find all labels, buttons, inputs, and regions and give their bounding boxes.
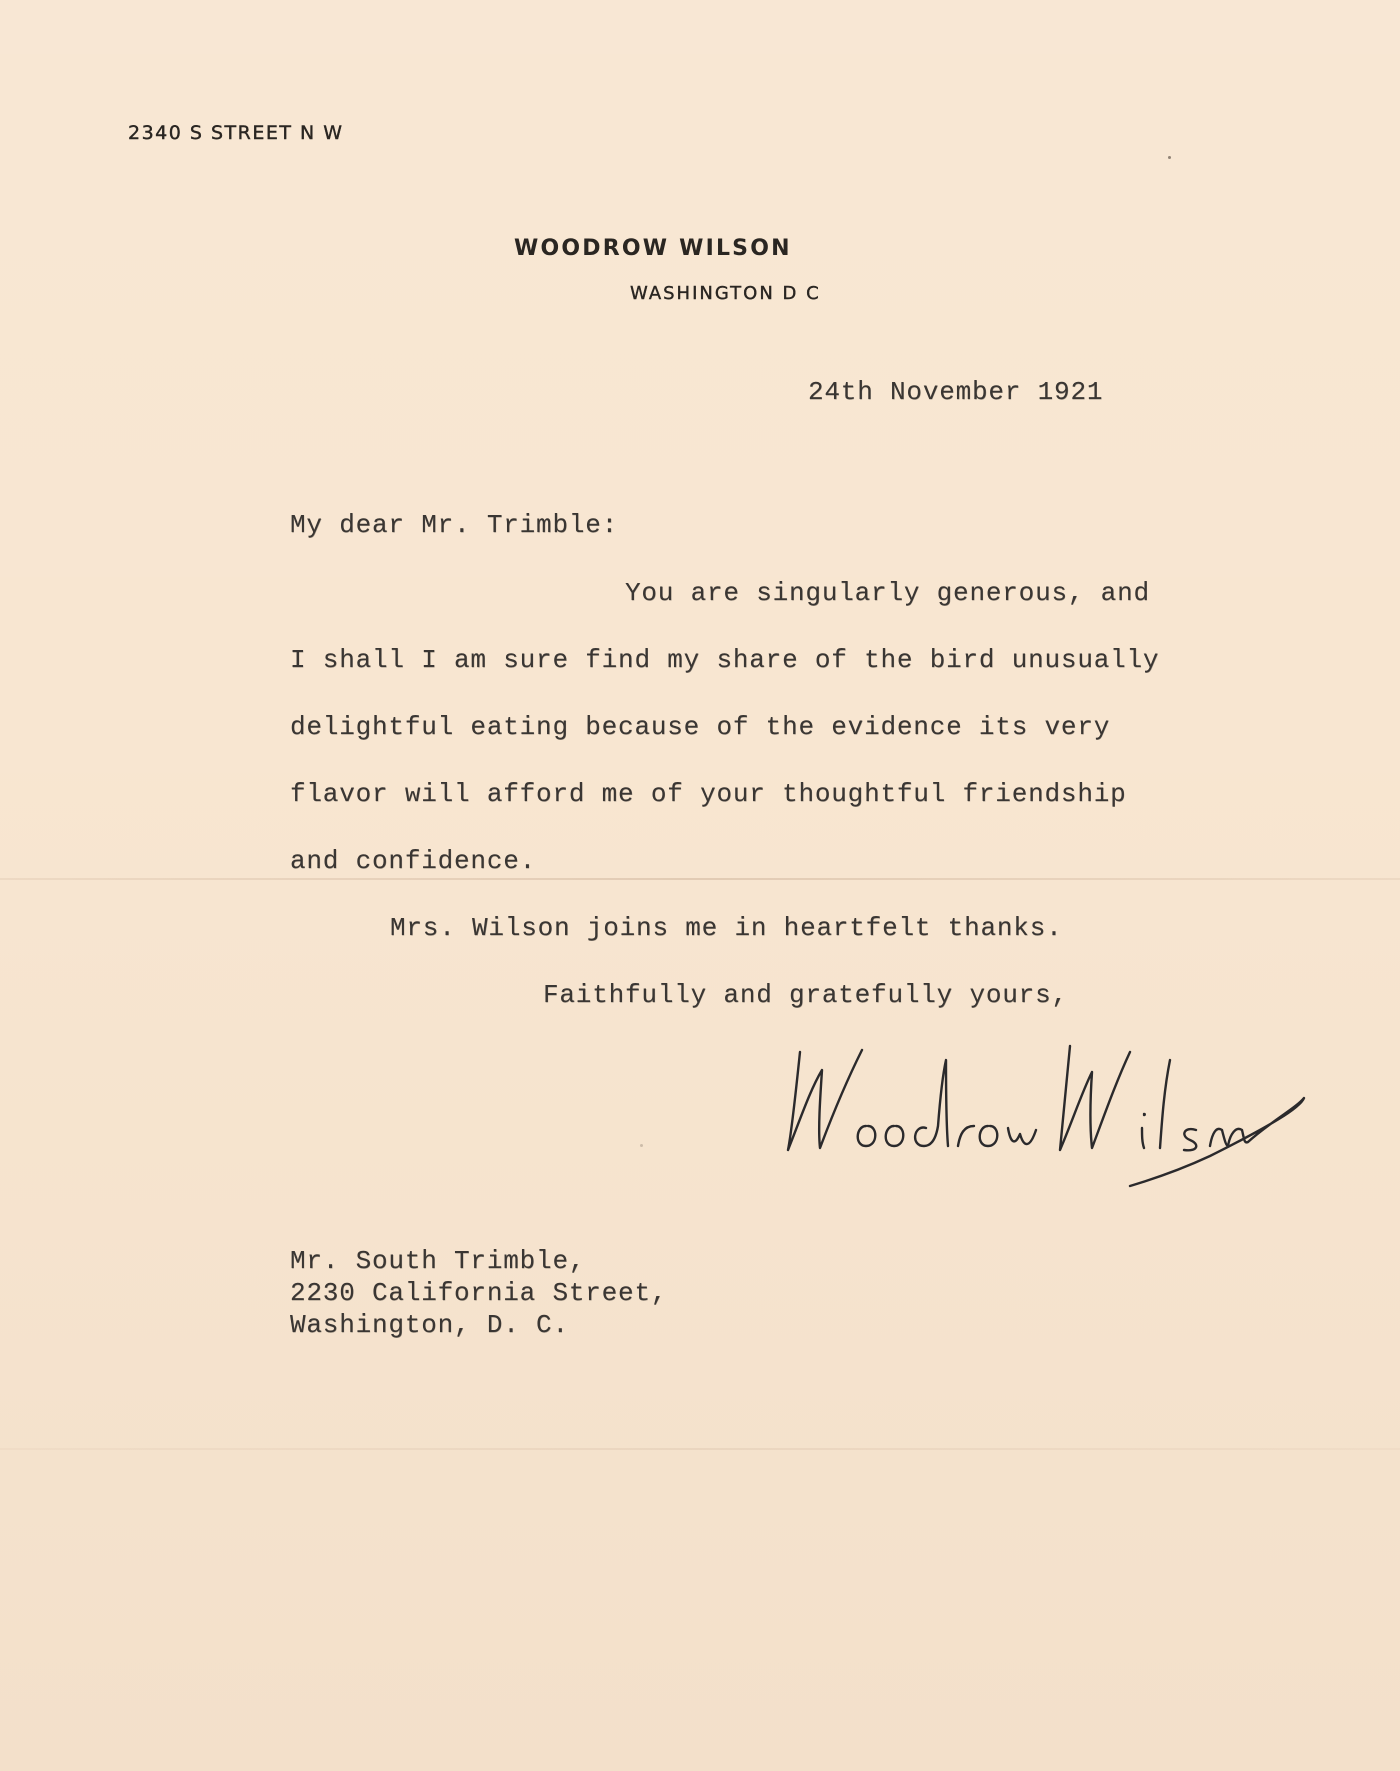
body-line: delightful eating because of the evidence its very (290, 712, 1111, 742)
letterhead-name: WOODROW WILSON (514, 236, 792, 261)
body-line: I shall I am sure find my share of the bird unusually (290, 645, 1160, 675)
paper-speck (640, 1144, 643, 1147)
addressee-city: Washington, D. C. (290, 1310, 569, 1340)
postscript: Mrs. Wilson joins me in heartfelt thanks. (390, 913, 1063, 943)
letterhead-city: WASHINGTON D C (630, 283, 821, 304)
paper-speck (1168, 156, 1171, 159)
body-line: flavor will afford me of your thoughtful friendship (290, 779, 1127, 809)
signature-woodrow-wilson (770, 1030, 1310, 1190)
addressee-street: 2230 California Street, (290, 1278, 668, 1308)
body-line: You are singularly generous, and (625, 578, 1150, 608)
paper-fold-line-lower (0, 1448, 1400, 1450)
letter-date: 24th November 1921 (808, 377, 1104, 407)
letterhead-street-address: 2340 S STREET N W (128, 122, 344, 144)
addressee-name: Mr. South Trimble, (290, 1246, 586, 1276)
complimentary-closing: Faithfully and gratefully yours, (543, 980, 1068, 1010)
salutation: My dear Mr. Trimble: (290, 510, 619, 540)
paper-fold-line (0, 878, 1400, 880)
body-line: and confidence. (290, 846, 537, 876)
